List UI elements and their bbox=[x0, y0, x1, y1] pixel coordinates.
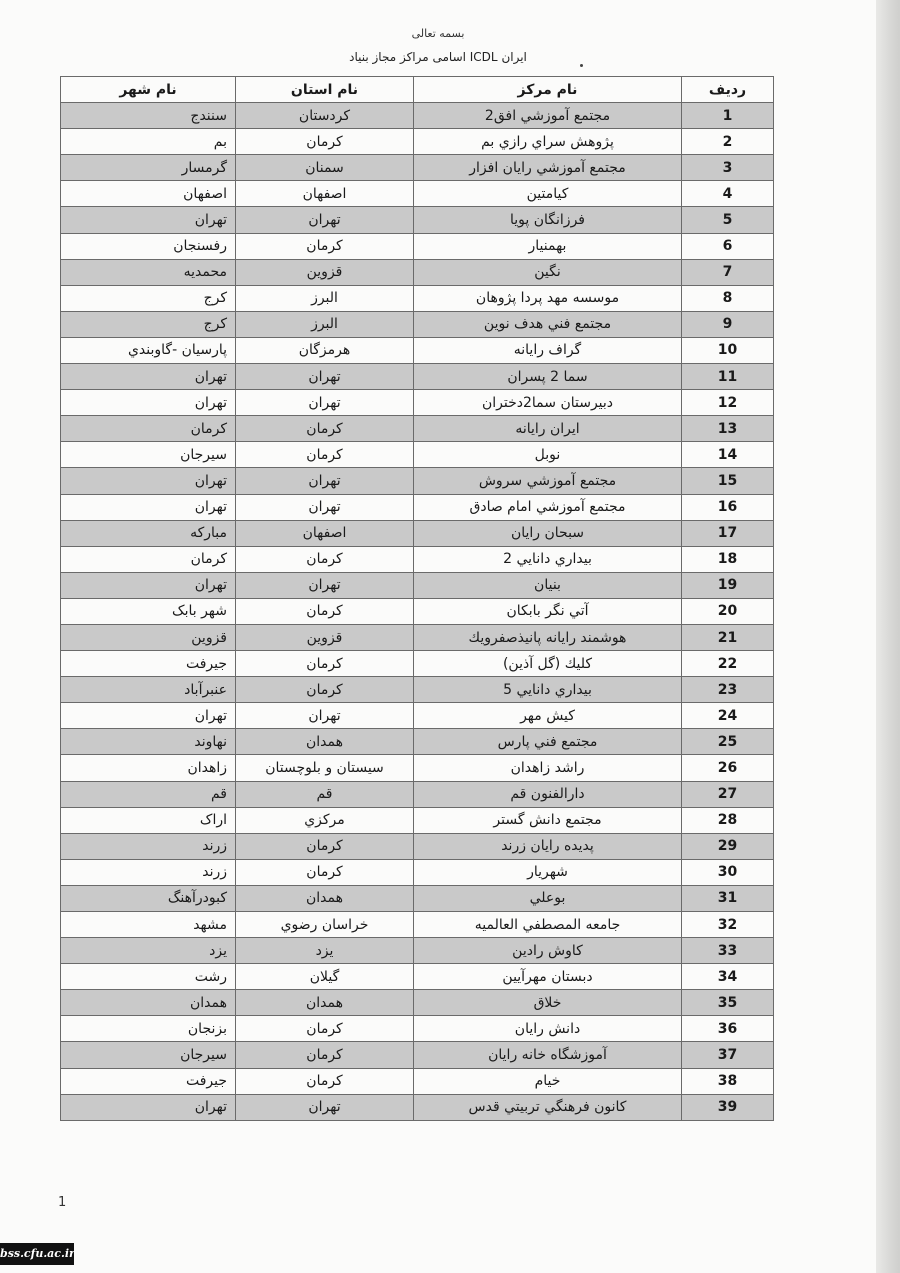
table-row bbox=[61, 416, 774, 442]
row-number-cell: 31 bbox=[682, 885, 774, 911]
table-row bbox=[61, 285, 774, 311]
table-row bbox=[61, 938, 774, 964]
row-number-cell: 16 bbox=[682, 494, 774, 520]
center-name-cell: بوعلي bbox=[414, 885, 682, 911]
table-row bbox=[61, 468, 774, 494]
row-number-cell: 21 bbox=[682, 624, 774, 650]
row-number-cell: 17 bbox=[682, 520, 774, 546]
province-cell: كرمان bbox=[236, 859, 414, 885]
province-cell: كرمان bbox=[236, 833, 414, 859]
row-number-cell: 23 bbox=[682, 677, 774, 703]
center-name-cell: بنيان bbox=[414, 572, 682, 598]
city-cell: جيرفت bbox=[61, 1068, 236, 1094]
center-name-cell: مجتمع آموزشي امام صادق bbox=[414, 494, 682, 520]
row-number-cell: 35 bbox=[682, 990, 774, 1016]
heading-bismillah: بسمه تعالی bbox=[411, 27, 465, 40]
row-number-cell: 14 bbox=[682, 442, 774, 468]
province-cell: همدان bbox=[236, 729, 414, 755]
province-cell: كرمان bbox=[236, 1016, 414, 1042]
city-cell: سيرجان bbox=[61, 442, 236, 468]
table-row bbox=[61, 233, 774, 259]
table-row bbox=[61, 494, 774, 520]
row-number-cell: 30 bbox=[682, 859, 774, 885]
city-cell: سيرجان bbox=[61, 1042, 236, 1068]
province-cell: تهران bbox=[236, 572, 414, 598]
province-cell: اصفهان bbox=[236, 520, 414, 546]
province-cell: كرمان bbox=[236, 233, 414, 259]
row-number-cell: 10 bbox=[682, 337, 774, 363]
center-name-cell: فرزانگان پويا bbox=[414, 207, 682, 233]
row-number-cell: 25 bbox=[682, 729, 774, 755]
center-name-cell: مجتمع آموزشي افق2 bbox=[414, 103, 682, 129]
province-cell: تهران bbox=[236, 364, 414, 390]
city-cell: بم bbox=[61, 129, 236, 155]
city-cell: زرند bbox=[61, 833, 236, 859]
city-cell: سنندج bbox=[61, 103, 236, 129]
city-cell: عنبرآباد bbox=[61, 677, 236, 703]
province-cell: مركزي bbox=[236, 807, 414, 833]
province-cell: كرمان bbox=[236, 1068, 414, 1094]
row-number-cell: 15 bbox=[682, 468, 774, 494]
city-cell: بزنجان bbox=[61, 1016, 236, 1042]
row-number-cell: 34 bbox=[682, 964, 774, 990]
row-number-cell: 24 bbox=[682, 703, 774, 729]
province-cell: كردستان bbox=[236, 103, 414, 129]
table-row bbox=[61, 390, 774, 416]
center-name-cell: خلاق bbox=[414, 990, 682, 1016]
city-cell: تهران bbox=[61, 207, 236, 233]
center-name-cell: سما 2 پسران bbox=[414, 364, 682, 390]
province-cell: همدان bbox=[236, 885, 414, 911]
city-cell: قزوين bbox=[61, 624, 236, 650]
center-name-cell: بيداري دانايي 2 bbox=[414, 546, 682, 572]
city-cell: زرند bbox=[61, 859, 236, 885]
table-row bbox=[61, 181, 774, 207]
province-cell: تهران bbox=[236, 468, 414, 494]
table-row bbox=[61, 311, 774, 337]
city-cell: كرج bbox=[61, 311, 236, 337]
table-row bbox=[61, 364, 774, 390]
table-row bbox=[61, 859, 774, 885]
row-number-cell: 33 bbox=[682, 938, 774, 964]
table-row bbox=[61, 259, 774, 285]
province-cell: تهران bbox=[236, 703, 414, 729]
city-cell: مشهد bbox=[61, 912, 236, 938]
province-cell: سيستان و بلوچستان bbox=[236, 755, 414, 781]
province-cell: كرمان bbox=[236, 598, 414, 624]
center-name-cell: آموزشگاه خانه رايان bbox=[414, 1042, 682, 1068]
column-header-province: نام استان bbox=[236, 77, 414, 103]
site-watermark-badge: bss.cfu.ac.ir bbox=[0, 1243, 74, 1265]
province-cell: خراسان رضوي bbox=[236, 912, 414, 938]
province-cell: تهران bbox=[236, 390, 414, 416]
city-cell: رشت bbox=[61, 964, 236, 990]
city-cell: زاهدان bbox=[61, 755, 236, 781]
center-name-cell: دانش رايان bbox=[414, 1016, 682, 1042]
table-row bbox=[61, 1068, 774, 1094]
center-name-cell: كيامتين bbox=[414, 181, 682, 207]
city-cell: تهران bbox=[61, 468, 236, 494]
column-header-city: نام شهر bbox=[61, 77, 236, 103]
province-cell: تهران bbox=[236, 494, 414, 520]
province-cell: كرمان bbox=[236, 546, 414, 572]
province-cell: كرمان bbox=[236, 129, 414, 155]
province-cell: تهران bbox=[236, 207, 414, 233]
center-name-cell: كليك (گل آذين) bbox=[414, 651, 682, 677]
center-name-cell: آتي نگر بابكان bbox=[414, 598, 682, 624]
city-cell: شهر بابک bbox=[61, 598, 236, 624]
center-name-cell: مجتمع فني پارس bbox=[414, 729, 682, 755]
centers-table bbox=[60, 76, 774, 1121]
table-row bbox=[61, 337, 774, 363]
row-number-cell: 22 bbox=[682, 651, 774, 677]
row-number-cell: 28 bbox=[682, 807, 774, 833]
province-cell: گيلان bbox=[236, 964, 414, 990]
row-number-cell: 12 bbox=[682, 390, 774, 416]
city-cell: تهران bbox=[61, 390, 236, 416]
center-name-cell: بيداري دانايي 5 bbox=[414, 677, 682, 703]
row-number-cell: 36 bbox=[682, 1016, 774, 1042]
center-name-cell: موسسه مهد پردا پژوهان bbox=[414, 285, 682, 311]
center-name-cell: جامعه المصطفي العالميه bbox=[414, 912, 682, 938]
table-row bbox=[61, 520, 774, 546]
center-name-cell: مجتمع آموزشي رايان افزار bbox=[414, 155, 682, 181]
table-row bbox=[61, 598, 774, 624]
table-row bbox=[61, 207, 774, 233]
table-row bbox=[61, 1016, 774, 1042]
city-cell: مباركه bbox=[61, 520, 236, 546]
table-row bbox=[61, 572, 774, 598]
table-row bbox=[61, 677, 774, 703]
province-cell: كرمان bbox=[236, 651, 414, 677]
table-row bbox=[61, 807, 774, 833]
row-number-cell: 8 bbox=[682, 285, 774, 311]
city-cell: قم bbox=[61, 781, 236, 807]
row-number-cell: 37 bbox=[682, 1042, 774, 1068]
city-cell: گرمسار bbox=[61, 155, 236, 181]
table-row bbox=[61, 155, 774, 181]
center-name-cell: هوشمند رايانه پانيذصفرويك bbox=[414, 624, 682, 650]
table-row bbox=[61, 703, 774, 729]
city-cell: كبودرآهنگ bbox=[61, 885, 236, 911]
city-cell: تهران bbox=[61, 572, 236, 598]
row-number-cell: 6 bbox=[682, 233, 774, 259]
table-row bbox=[61, 912, 774, 938]
row-number-cell: 26 bbox=[682, 755, 774, 781]
row-number-cell: 29 bbox=[682, 833, 774, 859]
city-cell: محمديه bbox=[61, 259, 236, 285]
center-name-cell: مجتمع دانش گستر bbox=[414, 807, 682, 833]
city-cell: كرج bbox=[61, 285, 236, 311]
row-number-cell: 32 bbox=[682, 912, 774, 938]
table-row bbox=[61, 624, 774, 650]
row-number-cell: 18 bbox=[682, 546, 774, 572]
city-cell: تهران bbox=[61, 364, 236, 390]
row-number-cell: 1 bbox=[682, 103, 774, 129]
center-name-cell: ايران رايانه bbox=[414, 416, 682, 442]
table-row bbox=[61, 1042, 774, 1068]
row-number-cell: 38 bbox=[682, 1068, 774, 1094]
city-cell: تهران bbox=[61, 1094, 236, 1120]
center-name-cell: پژوهش سراي رازي بم bbox=[414, 129, 682, 155]
province-cell: يزد bbox=[236, 938, 414, 964]
row-number-cell: 27 bbox=[682, 781, 774, 807]
table-row bbox=[61, 755, 774, 781]
row-number-cell: 7 bbox=[682, 259, 774, 285]
row-number-cell: 39 bbox=[682, 1094, 774, 1120]
row-number-cell: 19 bbox=[682, 572, 774, 598]
province-cell: البرز bbox=[236, 311, 414, 337]
center-name-cell: دبيرستان سما2دختران bbox=[414, 390, 682, 416]
province-cell: سمنان bbox=[236, 155, 414, 181]
city-cell: اصفهان bbox=[61, 181, 236, 207]
center-name-cell: بهمنيار bbox=[414, 233, 682, 259]
province-cell: هرمزگان bbox=[236, 337, 414, 363]
ink-dot bbox=[580, 64, 583, 67]
city-cell: رفسنجان bbox=[61, 233, 236, 259]
table-row bbox=[61, 990, 774, 1016]
page-number: 1 bbox=[58, 1195, 67, 1210]
table-row bbox=[61, 964, 774, 990]
center-name-cell: نوبل bbox=[414, 442, 682, 468]
center-name-cell: نگين bbox=[414, 259, 682, 285]
city-cell: كرمان bbox=[61, 546, 236, 572]
row-number-cell: 4 bbox=[682, 181, 774, 207]
center-name-cell: كيش مهر bbox=[414, 703, 682, 729]
row-number-cell: 11 bbox=[682, 364, 774, 390]
table-row bbox=[61, 442, 774, 468]
table-row bbox=[61, 833, 774, 859]
table-row bbox=[61, 1094, 774, 1120]
center-name-cell: پديده رايان زرند bbox=[414, 833, 682, 859]
column-header-row-number: ردیف bbox=[682, 77, 774, 103]
province-cell: اصفهان bbox=[236, 181, 414, 207]
table-row bbox=[61, 885, 774, 911]
province-cell: كرمان bbox=[236, 416, 414, 442]
province-cell: كرمان bbox=[236, 677, 414, 703]
center-name-cell: گراف رايانه bbox=[414, 337, 682, 363]
center-name-cell: كانون فرهنگي تربيتي قدس bbox=[414, 1094, 682, 1120]
city-cell: كرمان bbox=[61, 416, 236, 442]
center-name-cell: شهريار bbox=[414, 859, 682, 885]
scan-edge-shadow bbox=[876, 0, 900, 1273]
city-cell: تهران bbox=[61, 703, 236, 729]
table-row bbox=[61, 651, 774, 677]
city-cell: يزد bbox=[61, 938, 236, 964]
row-number-cell: 9 bbox=[682, 311, 774, 337]
city-cell: تهران bbox=[61, 494, 236, 520]
row-number-cell: 13 bbox=[682, 416, 774, 442]
row-number-cell: 20 bbox=[682, 598, 774, 624]
center-name-cell: سبحان رايان bbox=[414, 520, 682, 546]
column-header-center-name: نام مرکز bbox=[414, 77, 682, 103]
center-name-cell: راشد زاهدان bbox=[414, 755, 682, 781]
center-name-cell: مجتمع آموزشي سروش bbox=[414, 468, 682, 494]
table-row bbox=[61, 546, 774, 572]
table-row bbox=[61, 129, 774, 155]
province-cell: كرمان bbox=[236, 1042, 414, 1068]
document-title: اسامی مراکز مجاز بنیاد ICDL ایران bbox=[349, 50, 527, 64]
center-name-cell: مجتمع فني هدف نوين bbox=[414, 311, 682, 337]
row-number-cell: 2 bbox=[682, 129, 774, 155]
city-cell: پارسيان -گاوبندي bbox=[61, 337, 236, 363]
province-cell: قم bbox=[236, 781, 414, 807]
city-cell: اراک bbox=[61, 807, 236, 833]
row-number-cell: 5 bbox=[682, 207, 774, 233]
province-cell: تهران bbox=[236, 1094, 414, 1120]
city-cell: جيرفت bbox=[61, 651, 236, 677]
row-number-cell: 3 bbox=[682, 155, 774, 181]
center-name-cell: خيام bbox=[414, 1068, 682, 1094]
province-cell: كرمان bbox=[236, 442, 414, 468]
province-cell: قزوين bbox=[236, 259, 414, 285]
table-row bbox=[61, 103, 774, 129]
province-cell: قزوين bbox=[236, 624, 414, 650]
city-cell: همدان bbox=[61, 990, 236, 1016]
table-header-row bbox=[61, 77, 774, 103]
city-cell: نهاوند bbox=[61, 729, 236, 755]
center-name-cell: كاوش رادين bbox=[414, 938, 682, 964]
table-row bbox=[61, 729, 774, 755]
center-name-cell: دارالفنون قم bbox=[414, 781, 682, 807]
province-cell: همدان bbox=[236, 990, 414, 1016]
province-cell: البرز bbox=[236, 285, 414, 311]
center-name-cell: دبستان مهرآيين bbox=[414, 964, 682, 990]
table-row bbox=[61, 781, 774, 807]
